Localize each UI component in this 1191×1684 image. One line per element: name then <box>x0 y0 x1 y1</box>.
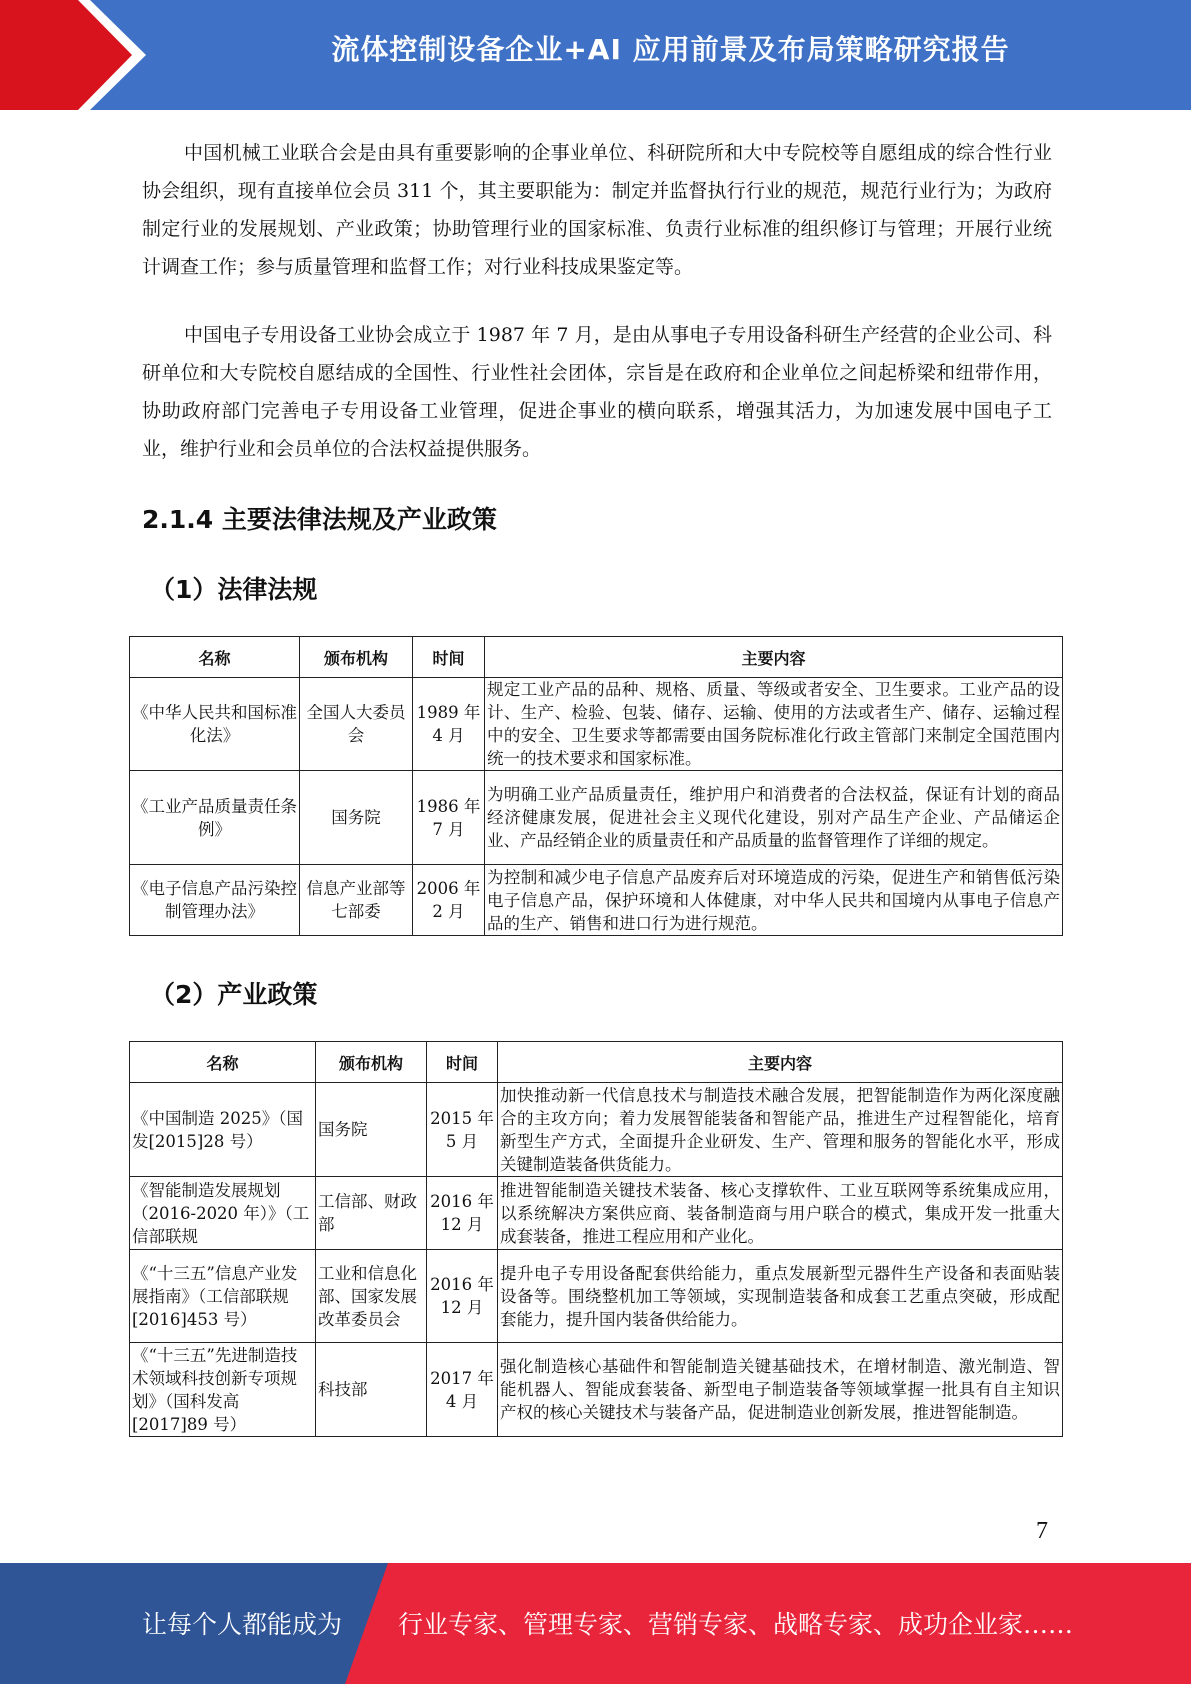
table-header-row <box>130 1042 1063 1083</box>
cell-date: 2015 年 5 月 <box>427 1083 498 1177</box>
header-name: 名称 <box>130 1042 316 1083</box>
section-heading: 2.1.4 主要法律法规及产业政策 <box>142 505 497 534</box>
report-title: 流体控制设备企业+AI 应用前景及布局策略研究报告 <box>331 33 1010 66</box>
footer-slogan-right: 行业专家、管理专家、营销专家、战略专家、成功企业家…… <box>398 1610 1074 1639</box>
cell-content: 规定工业产品的品种、规格、质量、等级或者安全、卫生要求。工业产品的设计、生产、检验、包装、储存、运输、使用的方法或者生产、储存、运输过程中的安全、卫生要求等都需要由国务院标准化行政主管部门来制定全国范围内统一的技术要求和国家标准。 <box>485 678 1063 771</box>
header-chevron-graphic <box>0 0 160 110</box>
cell-date: 2017 年 4 月 <box>427 1343 498 1437</box>
paragraph-cmif: 中国机械工业联合会是由具有重要影响的企事业单位、科研院所和大中专院校等自愿组成的综合性行业协会组织，现有直接单位会员 311 个，其主要职能为：制定并监督执行行业的规范，规范行业行为；为政府制定行业的发展规划、产业政策；协助管理行业的国家标准、负责行业标准的组织修订与管理；开展行业统计调查工作；参与质量管理和监督工作；对行业科技成果鉴定等。 <box>142 142 1052 278</box>
subsection-laws-heading: （1）法律法规 <box>150 575 318 604</box>
table-row <box>130 865 1063 936</box>
header-date: 时间 <box>413 637 485 678</box>
cell-name: 《“十三五”先进制造技术领域科技创新专项规划》（国科发高[2017]89 号） <box>130 1343 316 1437</box>
cell-content: 加快推动新一代信息技术与制造技术融合发展，把智能制造作为两化深度融合的主攻方向；着力发展智能装备和智能产品，推进生产过程智能化，培育新型生产方式，全面提升企业研发、生产、管理和服务的智能化水平，形成关键制造装备供货能力。 <box>498 1083 1063 1177</box>
table-row <box>130 1177 1063 1250</box>
table-row <box>130 1343 1063 1437</box>
table-row <box>130 678 1063 771</box>
cell-name: 《电子信息产品污染控制管理办法》 <box>130 865 300 936</box>
cell-org: 工业和信息化部、国家发展改革委员会 <box>316 1250 427 1343</box>
page-number: 7 <box>1036 1518 1048 1544</box>
cell-name: 《中国制造 2025》（国 发[2015]28 号） <box>130 1083 316 1177</box>
cell-org: 科技部 <box>316 1343 427 1437</box>
header-org: 颁布机构 <box>300 637 413 678</box>
cell-name: 《智能制造发展规划（2016-2020 年）》（工 信部联规 <box>130 1177 316 1250</box>
cell-org: 工信部、财政部 <box>316 1177 427 1250</box>
policy-table <box>129 1041 1063 1437</box>
cell-content: 强化制造核心基础件和智能制造关键基础技术，在增材制造、激光制造、智能机器人、智能成套装备、新型电子制造装备等领域掌握一批具有自主知识产权的核心关键技术与装备产品，促进制造业创新发展，推进智能制造。 <box>498 1343 1063 1437</box>
cell-name: 《中华人民共和国标准化法》 <box>130 678 300 771</box>
cell-name: 《“十三五”信息产业发展指南》（工信部联规[2016]453 号） <box>130 1250 316 1343</box>
table-row <box>130 1250 1063 1343</box>
header-content: 主要内容 <box>498 1042 1063 1083</box>
header-content: 主要内容 <box>485 637 1063 678</box>
table-row <box>130 771 1063 865</box>
cell-date: 2006 年 2 月 <box>413 865 485 936</box>
cell-content: 为明确工业产品质量责任，维护用户和消费者的合法权益，保证有计划的商品经济健康发展，促进社会主义现代化建设，别对产品生产企业、产品储运企业、产品经销企业的质量责任和产品质量的监督管理作了详细的规定。 <box>485 771 1063 865</box>
cell-org: 信息产业部等七部委 <box>300 865 413 936</box>
cell-org: 全国人大委员会 <box>300 678 413 771</box>
cell-date: 2016 年 12 月 <box>427 1250 498 1343</box>
report-header <box>0 0 1191 110</box>
laws-table <box>129 636 1063 936</box>
cell-org: 国务院 <box>300 771 413 865</box>
report-footer <box>0 1563 1191 1684</box>
cell-content: 为控制和减少电子信息产品废弃后对环境造成的污染，促进生产和销售低污染电子信息产品，保护环境和人体健康，对中华人民共和国境内从事电子信息产品的生产、销售和进口行为进行规范。 <box>485 865 1063 936</box>
cell-date: 1989 年 4 月 <box>413 678 485 771</box>
subsection-policy-heading: （2）产业政策 <box>150 980 318 1009</box>
header-date: 时间 <box>427 1042 498 1083</box>
table-header-row <box>130 637 1063 678</box>
cell-name: 《工业产品质量责任条例》 <box>130 771 300 865</box>
header-name: 名称 <box>130 637 300 678</box>
paragraph-ceiaf: 中国电子专用设备工业协会成立于 1987 年 7 月，是由从事电子专用设备科研生产经营的企业公司、科研单位和大专院校自愿结成的全国性、行业性社会团体，宗旨是在政府和企业单位之间起桥梁和纽带作用，协助政府部门完善电子专用设备工业管理，促进企事业的横向联系，增强其活力，为加速发展中国电子工业，维护行业和会员单位的合法权益提供服务。 <box>142 324 1052 460</box>
cell-date: 2016 年 12 月 <box>427 1177 498 1250</box>
cell-content: 推进智能制造关键技术装备、核心支撑软件、工业互联网等系统集成应用，以系统解决方案供应商、装备制造商与用户联合的模式，集成开发一批重大成套装备，推进工程应用和产业化。 <box>498 1177 1063 1250</box>
footer-slogan-left: 让每个人都能成为 <box>142 1610 343 1639</box>
table-row <box>130 1083 1063 1177</box>
header-org: 颁布机构 <box>316 1042 427 1083</box>
cell-org: 国务院 <box>316 1083 427 1177</box>
cell-content: 提升电子专用设备配套供给能力，重点发展新型元器件生产设备和表面贴装设备等。围绕整机加工等领域，实现制造装备和成套工艺重点突破，形成配套能力，提升国内装备供给能力。 <box>498 1250 1063 1343</box>
cell-date: 1986 年 7 月 <box>413 771 485 865</box>
